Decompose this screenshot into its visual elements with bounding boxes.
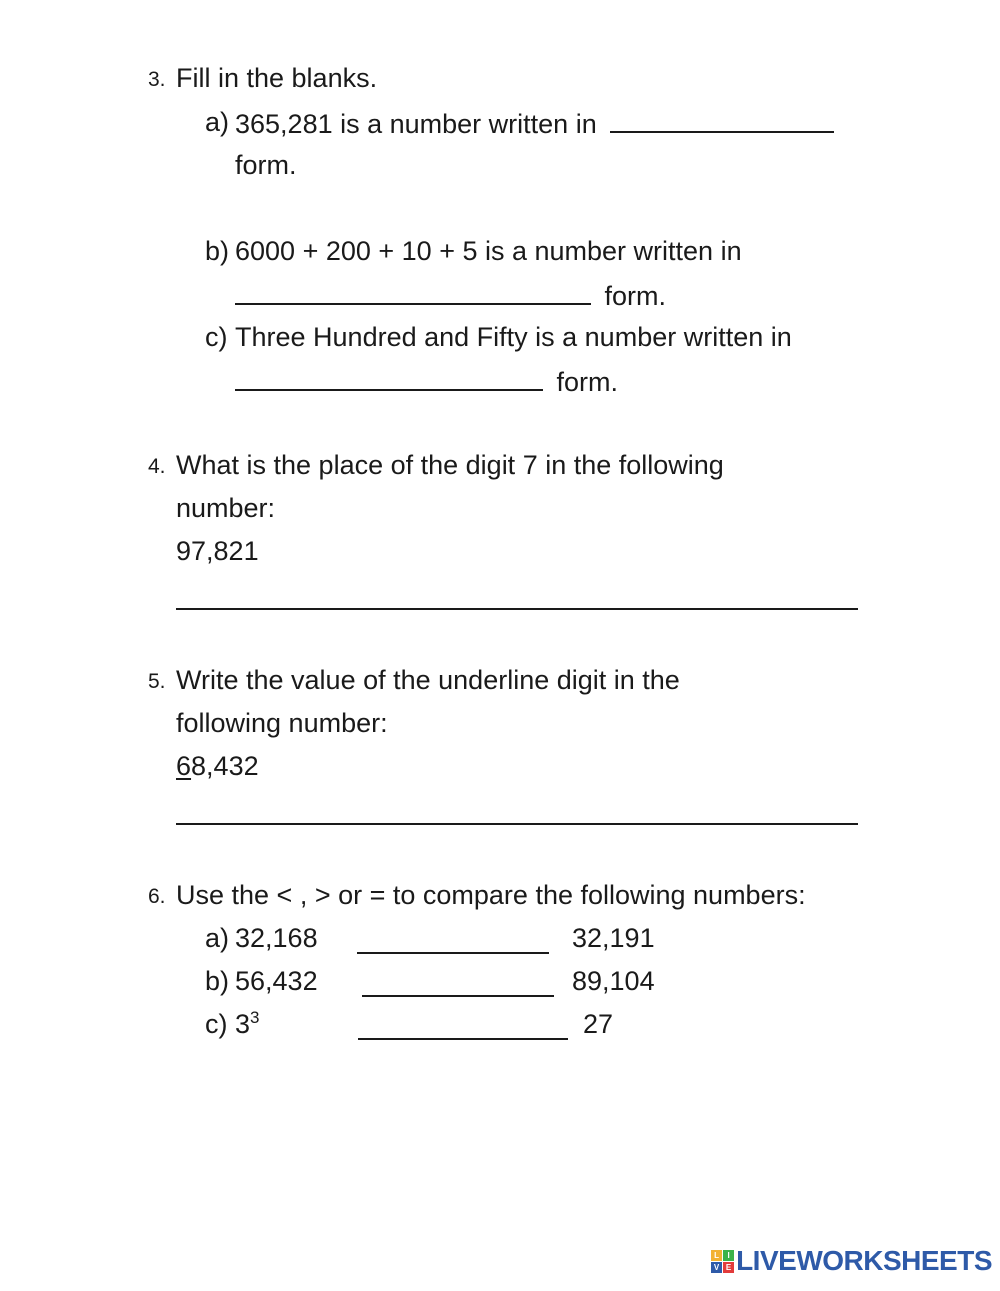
item-text: 365,281 is a number written in [235, 105, 834, 141]
question-text-line: following number: [176, 708, 388, 738]
question-number: 6. [148, 885, 166, 908]
logo-grid-icon: L I V E [711, 1250, 734, 1273]
logo-text: LIVEWORKSHEETS [736, 1245, 992, 1276]
answer-blank[interactable] [235, 277, 591, 305]
question-title: Fill in the blanks. [176, 63, 378, 93]
item-suffix: form. [235, 150, 297, 180]
compare-left: 56,432 [235, 966, 318, 996]
item-label: b) [205, 236, 230, 266]
item-text: 6000 + 200 + 10 + 5 is a number written in [235, 236, 742, 266]
question-text-line: number: [176, 493, 276, 523]
answer-blank[interactable] [610, 105, 834, 133]
compare-right: 89,104 [572, 966, 655, 996]
item-answer-line: form. [235, 277, 666, 313]
question-text-line: Write the value of the underline digit in the [176, 665, 680, 695]
item-text: Three Hundred and Fifty is a number written in [235, 322, 792, 352]
compare-left: $3^3$ [235, 1008, 260, 1039]
question-number-value: 68,432 [176, 751, 259, 781]
liveworksheets-logo [711, 1245, 992, 1277]
item-label: a) [205, 923, 230, 953]
question-number: 5. [148, 670, 166, 693]
item-label: c) [205, 1009, 228, 1039]
question-number: 4. [148, 455, 166, 478]
item-label: a) [205, 107, 230, 137]
question-number: 3. [148, 68, 166, 91]
exponent: 3 [250, 1008, 260, 1027]
compare-left: 32,168 [235, 923, 318, 953]
compare-blank[interactable] [362, 969, 554, 997]
compare-right: 27 [583, 1009, 614, 1039]
item-label: c) [205, 322, 228, 352]
compare-right: 32,191 [572, 923, 655, 953]
underlined-digit: 6 [176, 751, 192, 781]
compare-blank[interactable] [358, 1012, 568, 1040]
answer-blank[interactable] [235, 363, 543, 391]
question-title: Use the < , > or = to compare the following numbers: [176, 880, 806, 910]
item-label: b) [205, 966, 230, 996]
answer-line[interactable] [176, 823, 858, 825]
item-answer-line: form. [235, 363, 618, 399]
question-text-line: What is the place of the digit 7 in the following [176, 450, 724, 480]
compare-blank[interactable] [357, 926, 549, 954]
answer-line[interactable] [176, 608, 858, 610]
question-number-value: 97,821 [176, 536, 259, 566]
